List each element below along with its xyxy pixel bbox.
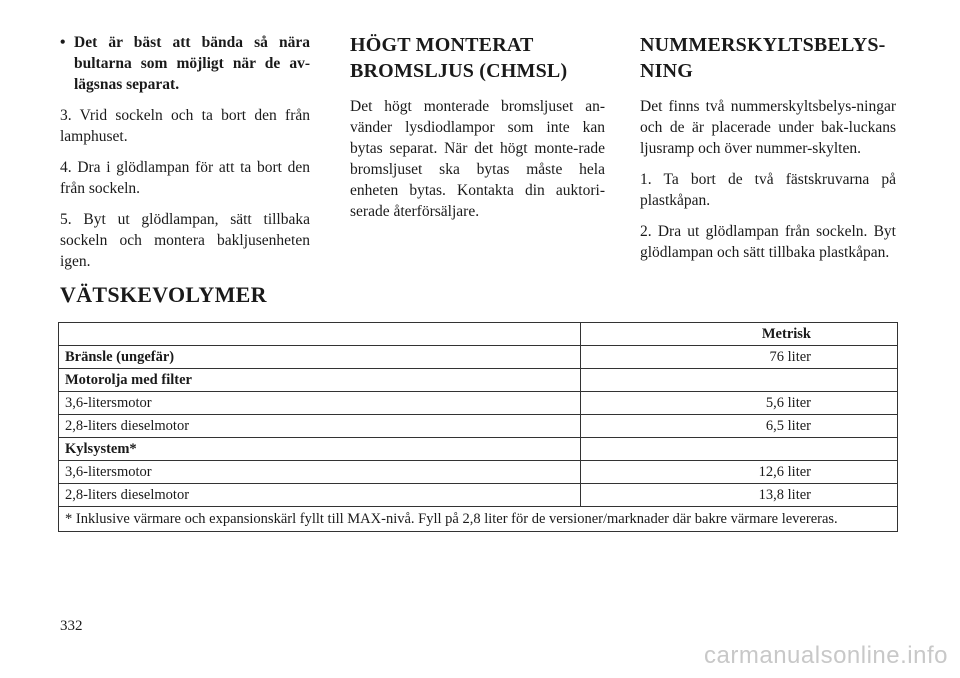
row-label: Bränsle (ungefär) bbox=[59, 346, 581, 369]
table-row bbox=[59, 461, 898, 484]
chmsl-heading-line2: BROMSLJUS (CHMSL) bbox=[350, 60, 568, 82]
row-label: 3,6-litersmotor bbox=[59, 461, 581, 484]
watermark: carmanualsonline.info bbox=[704, 642, 948, 669]
middle-column bbox=[350, 32, 605, 232]
bullet-text: Det är bäst att bända så nära bultarna som möjligt när de av-lägsnas separat. bbox=[74, 34, 310, 93]
table-row bbox=[59, 392, 898, 415]
row-value bbox=[581, 369, 898, 392]
bullet-dot-icon: • bbox=[60, 34, 66, 51]
table-row bbox=[59, 484, 898, 507]
row-value: 5,6 liter bbox=[581, 392, 898, 415]
row-label: 2,8-liters dieselmotor bbox=[59, 415, 581, 438]
fluid-capacities-heading: VÄTSKEVOLYMER bbox=[60, 282, 267, 307]
left-column bbox=[60, 32, 310, 282]
step-4: 4. Dra i glödlampan för att ta bort den från sockeln. bbox=[60, 159, 310, 197]
fluid-capacities-table bbox=[58, 322, 898, 532]
step-5: 5. Byt ut glödlampan, sätt tillbaka sockeln och montera bakljusenheten igen. bbox=[60, 211, 310, 270]
table-footnote: * Inklusive värmare och expansionskärl fyllt till MAX-nivå. Fyll på 2,8 liter för de versioner/marknader där bakre värmare levereras. bbox=[59, 507, 898, 532]
license-light-body: Det finns två nummerskyltsbelys-ningar och de är placerade under bak-luckans ljusramp och över nummer-skylten. bbox=[640, 98, 896, 157]
row-label: Motorolja med filter bbox=[59, 369, 581, 392]
chmsl-body: Det högt monterade bromsljuset an-vänder lysdiodlampor som inte kan bytas separat. När det högt monte-rade bromsljuset ska bytas måste hela enheten bytas. Kontakta din auktori-serade återförsäljare. bbox=[350, 98, 605, 220]
license-light-heading-line1: NUMMERSKYLTSBELYS- bbox=[640, 34, 886, 56]
table-row bbox=[59, 369, 898, 392]
row-label: 2,8-liters dieselmotor bbox=[59, 484, 581, 507]
right-column bbox=[640, 32, 896, 273]
license-light-heading bbox=[640, 32, 896, 84]
row-value: 13,8 liter bbox=[581, 484, 898, 507]
table-header-row bbox=[59, 323, 898, 346]
table-row bbox=[59, 438, 898, 461]
table-row bbox=[59, 346, 898, 369]
chmsl-heading-line1: HÖGT MONTERAT bbox=[350, 34, 534, 56]
chmsl-heading bbox=[350, 32, 605, 84]
table-footnote-row bbox=[59, 507, 898, 532]
license-step-1: 1. Ta bort de två fästskruvarna på plastkåpan. bbox=[640, 171, 896, 209]
table-header-metric: Metrisk bbox=[581, 323, 898, 346]
bullet-item bbox=[60, 32, 310, 95]
row-value bbox=[581, 438, 898, 461]
row-value: 12,6 liter bbox=[581, 461, 898, 484]
table-header-label-cell bbox=[59, 323, 581, 346]
step-3: 3. Vrid sockeln och ta bort den från lamphuset. bbox=[60, 107, 310, 145]
table-row bbox=[59, 415, 898, 438]
row-label: Kylsystem* bbox=[59, 438, 581, 461]
row-label: 3,6-litersmotor bbox=[59, 392, 581, 415]
license-light-heading-line2: NING bbox=[640, 60, 694, 82]
row-value: 76 liter bbox=[581, 346, 898, 369]
page-number: 332 bbox=[60, 618, 83, 634]
license-step-2: 2. Dra ut glödlampan från sockeln. Byt glödlampan och sätt tillbaka plastkåpan. bbox=[640, 223, 896, 261]
row-value: 6,5 liter bbox=[581, 415, 898, 438]
